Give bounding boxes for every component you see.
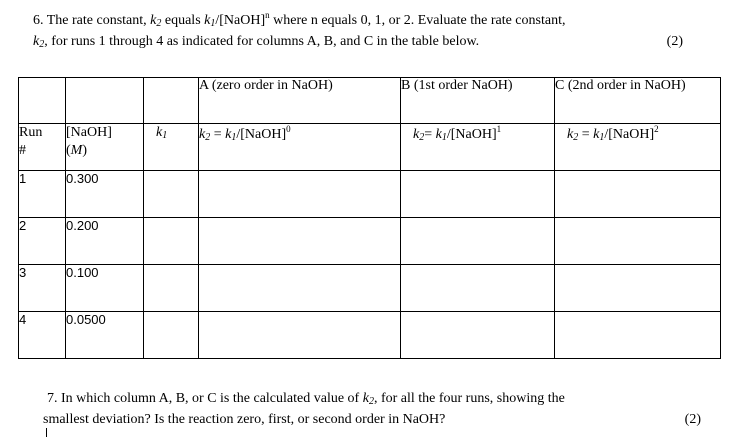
naoh: /[NaOH]	[604, 127, 655, 142]
naoh: /[NaOH]	[236, 127, 287, 142]
k-symbol: k	[435, 127, 442, 142]
k-symbol: k	[413, 127, 420, 142]
naoh-concentration: 0.300	[66, 171, 144, 218]
run-number: 1	[19, 171, 66, 218]
equals: =	[210, 127, 226, 142]
k2-a-cell[interactable]	[199, 265, 401, 312]
k1-subscript: 1	[231, 132, 237, 143]
k2-subscript: 2	[205, 132, 211, 143]
empty-cell	[19, 78, 66, 124]
question-7	[43, 390, 701, 429]
exponent-1: 1	[496, 124, 502, 134]
k2-subscript: 2	[39, 39, 45, 50]
k1-cell[interactable]	[144, 171, 199, 218]
formula-c	[555, 124, 721, 171]
table-row	[19, 218, 721, 265]
q7-text: smallest deviation? Is the reaction zero, first, or second order in NaOH?	[43, 412, 446, 427]
formula-b	[401, 124, 555, 171]
col-a-title: A (zero order in NaOH)	[199, 78, 401, 124]
k1-header	[144, 124, 199, 171]
k1-subscript: 1	[162, 130, 168, 141]
naoh: /[NaOH]	[446, 127, 497, 142]
k2-subscript: 2	[156, 18, 162, 29]
k1-cell[interactable]	[144, 265, 199, 312]
question-6-line-2	[33, 33, 683, 54]
k2-b-cell[interactable]	[401, 218, 555, 265]
k2-b-cell[interactable]	[401, 265, 555, 312]
run-number: 4	[19, 312, 66, 359]
k1-symbol: k	[204, 13, 211, 28]
q6-text: equals	[161, 13, 205, 28]
k2-c-cell[interactable]	[555, 265, 721, 312]
q6-text: 6. The rate constant,	[33, 13, 151, 28]
q7-text: , for all the four runs, showing the	[373, 391, 565, 406]
k2-b-cell[interactable]	[401, 171, 555, 218]
k2-subscript: 2	[368, 396, 374, 407]
k1-cell[interactable]	[144, 218, 199, 265]
col-b-title: B (1st order NaOH)	[401, 78, 555, 124]
run-header	[19, 124, 66, 171]
k2-c-cell[interactable]	[555, 171, 721, 218]
k-symbol: k	[593, 127, 600, 142]
conc-header-label: [NaOH]	[66, 125, 112, 140]
q6-text: where n equals 0, 1, or 2. Evaluate the rate constant,	[269, 13, 566, 28]
k2-c-cell[interactable]	[555, 312, 721, 359]
rate-constant-table	[18, 77, 721, 359]
table-header-row-2	[19, 124, 721, 171]
k1-subscript: 1	[441, 132, 447, 143]
question-7-line-1	[47, 390, 697, 411]
conc-header: [NaOH] (M)	[66, 124, 144, 171]
k-symbol: k	[567, 127, 574, 142]
table-row	[19, 265, 721, 312]
k2-a-cell[interactable]	[199, 171, 401, 218]
k1-subscript: 1	[210, 18, 216, 29]
q6-marks: (2)	[666, 34, 683, 49]
exponent-2: 2	[654, 124, 659, 134]
k2-c-cell[interactable]	[555, 218, 721, 265]
question-7-line-2	[43, 411, 701, 429]
run-header-label: Run	[19, 125, 43, 140]
naoh-concentration: 0.0500	[66, 312, 144, 359]
table-row	[19, 312, 721, 359]
k2-symbol: k	[150, 13, 157, 28]
k2-symbol: k	[362, 391, 369, 406]
k1-symbol: k	[156, 125, 163, 140]
k-symbol: k	[199, 127, 206, 142]
run-header-hash: #	[19, 143, 26, 158]
k2-subscript: 2	[419, 132, 425, 143]
text-cursor	[46, 428, 47, 437]
k2-a-cell[interactable]	[199, 218, 401, 265]
k2-a-cell[interactable]	[199, 312, 401, 359]
equals: =	[578, 127, 594, 142]
k1-subscript: 1	[599, 132, 605, 143]
empty-cell	[66, 78, 144, 124]
q7-text: 7. In which column A, B, or C is the calculated value of	[47, 391, 363, 406]
exponent-0: 0	[286, 124, 291, 134]
k1-cell[interactable]	[144, 312, 199, 359]
formula-a	[199, 124, 401, 171]
q6-text: /[NaOH]	[215, 13, 266, 28]
question-6	[33, 6, 683, 54]
k2-symbol: k	[33, 34, 40, 49]
table-row	[19, 171, 721, 218]
exponent-n: n	[265, 10, 270, 20]
question-6-line-1	[33, 6, 683, 33]
q7-marks: (2)	[684, 412, 701, 427]
conc-unit: M	[70, 143, 83, 158]
k-symbol: k	[225, 127, 232, 142]
naoh-concentration: 0.100	[66, 265, 144, 312]
col-c-title: C (2nd order in NaOH)	[555, 78, 721, 124]
empty-cell	[144, 78, 199, 124]
run-number: 2	[19, 218, 66, 265]
k2-subscript: 2	[573, 132, 579, 143]
equals: =	[424, 127, 436, 142]
k2-b-cell[interactable]	[401, 312, 555, 359]
q6-text: , for runs 1 through 4 as indicated for columns A, B, and C in the table below.	[44, 34, 480, 49]
table-header-row-1	[19, 78, 721, 124]
naoh-concentration: 0.200	[66, 218, 144, 265]
run-number: 3	[19, 265, 66, 312]
